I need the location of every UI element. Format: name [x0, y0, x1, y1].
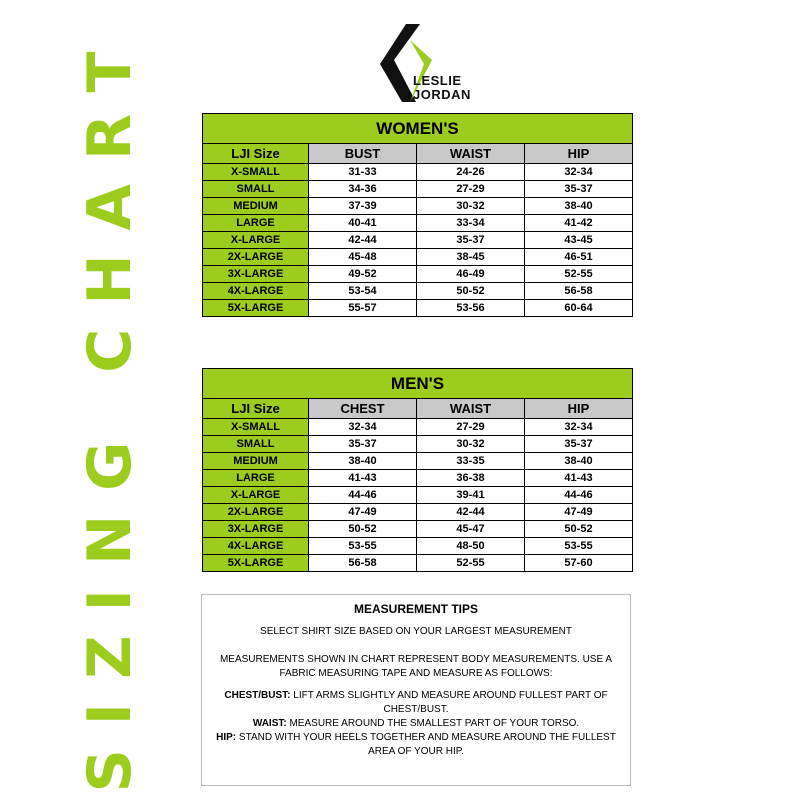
size-cell: 3X-LARGE: [203, 521, 309, 538]
size-cell: MEDIUM: [203, 453, 309, 470]
measurement-cell: 35-37: [525, 436, 633, 453]
tip-waist-label: WAIST:: [252, 718, 287, 729]
tip-chest-bust: [202, 689, 630, 717]
tip-chest-label: CHEST/BUST:: [224, 690, 291, 701]
table-row: [203, 266, 633, 283]
table-row: [203, 436, 633, 453]
size-cell: SMALL: [203, 181, 309, 198]
table-row: [203, 521, 633, 538]
table-row: [203, 504, 633, 521]
size-cell: 3X-LARGE: [203, 266, 309, 283]
measurement-cell: 46-49: [417, 266, 525, 283]
measurement-cell: 38-45: [417, 249, 525, 266]
measurement-cell: 33-34: [417, 215, 525, 232]
table-row: [203, 419, 633, 436]
table-row: [203, 249, 633, 266]
measurement-cell: 33-35: [417, 453, 525, 470]
measurement-cell: 57-60: [525, 555, 633, 572]
size-cell: 4X-LARGE: [203, 538, 309, 555]
table-row: [203, 300, 633, 317]
size-cell: 4X-LARGE: [203, 283, 309, 300]
measurement-cell: 45-47: [417, 521, 525, 538]
measurement-cell: 50-52: [417, 283, 525, 300]
measurement-cell: 44-46: [525, 487, 633, 504]
size-cell: X-LARGE: [203, 487, 309, 504]
size-cell: 5X-LARGE: [203, 300, 309, 317]
size-cell: X-SMALL: [203, 419, 309, 436]
mens-size-table: [202, 368, 633, 572]
tips-line-1: SELECT SHIRT SIZE BASED ON YOUR LARGEST MEASUREMENT: [260, 626, 572, 637]
measurement-cell: 30-32: [417, 436, 525, 453]
measurement-cell: 52-55: [417, 555, 525, 572]
measurement-cell: 32-34: [525, 164, 633, 181]
column-header-waist: WAIST: [417, 144, 525, 164]
measurement-cell: 42-44: [417, 504, 525, 521]
brand-logo: [380, 24, 490, 104]
tips-line-2: MEASUREMENTS SHOWN IN CHART REPRESENT BODY MEASUREMENTS. USE A FABRIC MEASURING TAPE AND MEASURE AS FOLLOWS:: [219, 654, 613, 679]
measurement-cell: 34-36: [309, 181, 417, 198]
measurement-cell: 52-55: [525, 266, 633, 283]
side-title-text: SIZING CHART: [75, 27, 145, 793]
size-cell: 5X-LARGE: [203, 555, 309, 572]
size-cell: 2X-LARGE: [203, 249, 309, 266]
column-header-size: LJI Size: [203, 144, 309, 164]
tip-hip-text: STAND WITH YOUR HEELS TOGETHER AND MEASURE AROUND THE FULLEST AREA OF YOUR HIP.: [236, 732, 616, 757]
table-row: [203, 453, 633, 470]
table-row: [203, 487, 633, 504]
table-row: [203, 538, 633, 555]
logo-line-2: JORDAN: [413, 87, 471, 102]
measurement-cell: 50-52: [309, 521, 417, 538]
tip-waist: [202, 717, 630, 731]
measurement-cell: 53-56: [417, 300, 525, 317]
column-header-size: LJI Size: [203, 399, 309, 419]
measurement-cell: 53-54: [309, 283, 417, 300]
logo-line-1: LESLIE: [413, 73, 462, 88]
measurement-cell: 32-34: [525, 419, 633, 436]
measurement-cell: 56-58: [525, 283, 633, 300]
measurement-cell: 53-55: [525, 538, 633, 555]
measurement-cell: 24-26: [417, 164, 525, 181]
table-row: [203, 470, 633, 487]
measurement-cell: 47-49: [525, 504, 633, 521]
measurement-cell: 35-37: [417, 232, 525, 249]
column-header-hip: HIP: [525, 399, 633, 419]
measurement-tips-box: [201, 594, 631, 786]
measurement-cell: 41-43: [525, 470, 633, 487]
measurement-cell: 50-52: [525, 521, 633, 538]
measurement-cell: 44-46: [309, 487, 417, 504]
measurement-cell: 31-33: [309, 164, 417, 181]
table-title: WOMEN'S: [203, 114, 633, 144]
size-cell: X-LARGE: [203, 232, 309, 249]
table-row: [203, 164, 633, 181]
measurement-cell: 35-37: [309, 436, 417, 453]
measurement-cell: 42-44: [309, 232, 417, 249]
measurement-cell: 43-45: [525, 232, 633, 249]
table-title: MEN'S: [203, 369, 633, 399]
measurement-cell: 37-39: [309, 198, 417, 215]
logo-wordmark: [413, 74, 471, 102]
measurement-cell: 46-51: [525, 249, 633, 266]
measurement-cell: 53-55: [309, 538, 417, 555]
measurement-cell: 39-41: [417, 487, 525, 504]
column-header-bust: BUST: [309, 144, 417, 164]
measurement-cell: 30-32: [417, 198, 525, 215]
table-row: [203, 215, 633, 232]
tip-hip-label: HIP:: [216, 732, 237, 743]
measurement-cell: 55-57: [309, 300, 417, 317]
table-row: [203, 283, 633, 300]
measurement-cell: 35-37: [525, 181, 633, 198]
measurement-cell: 40-41: [309, 215, 417, 232]
measurement-cell: 27-29: [417, 419, 525, 436]
size-cell: X-SMALL: [203, 164, 309, 181]
measurement-cell: 36-38: [417, 470, 525, 487]
size-cell: LARGE: [203, 215, 309, 232]
measurement-cell: 49-52: [309, 266, 417, 283]
column-header-chest: CHEST: [309, 399, 417, 419]
size-cell: 2X-LARGE: [203, 504, 309, 521]
size-cell: SMALL: [203, 436, 309, 453]
measurement-cell: 38-40: [309, 453, 417, 470]
table-row: [203, 198, 633, 215]
table-row: [203, 555, 633, 572]
size-cell: LARGE: [203, 470, 309, 487]
table-row: [203, 181, 633, 198]
table-row: [203, 232, 633, 249]
measurement-cell: 41-42: [525, 215, 633, 232]
measurement-cell: 32-34: [309, 419, 417, 436]
tip-chest-text: LIFT ARMS SLIGHTLY AND MEASURE AROUND FULLEST PART OF CHEST/BUST.: [290, 690, 608, 715]
measurement-cell: 27-29: [417, 181, 525, 198]
measurement-cell: 38-40: [525, 453, 633, 470]
measurement-cell: 47-49: [309, 504, 417, 521]
column-header-hip: HIP: [525, 144, 633, 164]
column-header-waist: WAIST: [417, 399, 525, 419]
measurement-cell: 56-58: [309, 555, 417, 572]
measurement-cell: 41-43: [309, 470, 417, 487]
measurement-cell: 60-64: [525, 300, 633, 317]
measurement-cell: 45-48: [309, 249, 417, 266]
size-cell: MEDIUM: [203, 198, 309, 215]
tip-hip: [202, 731, 630, 759]
measurement-cell: 48-50: [417, 538, 525, 555]
tip-waist-text: MEASURE AROUND THE SMALLEST PART OF YOUR TORSO.: [286, 718, 580, 729]
tips-title: MEASUREMENT TIPS: [353, 602, 478, 616]
measurement-cell: 38-40: [525, 198, 633, 215]
womens-size-table: [202, 113, 633, 317]
